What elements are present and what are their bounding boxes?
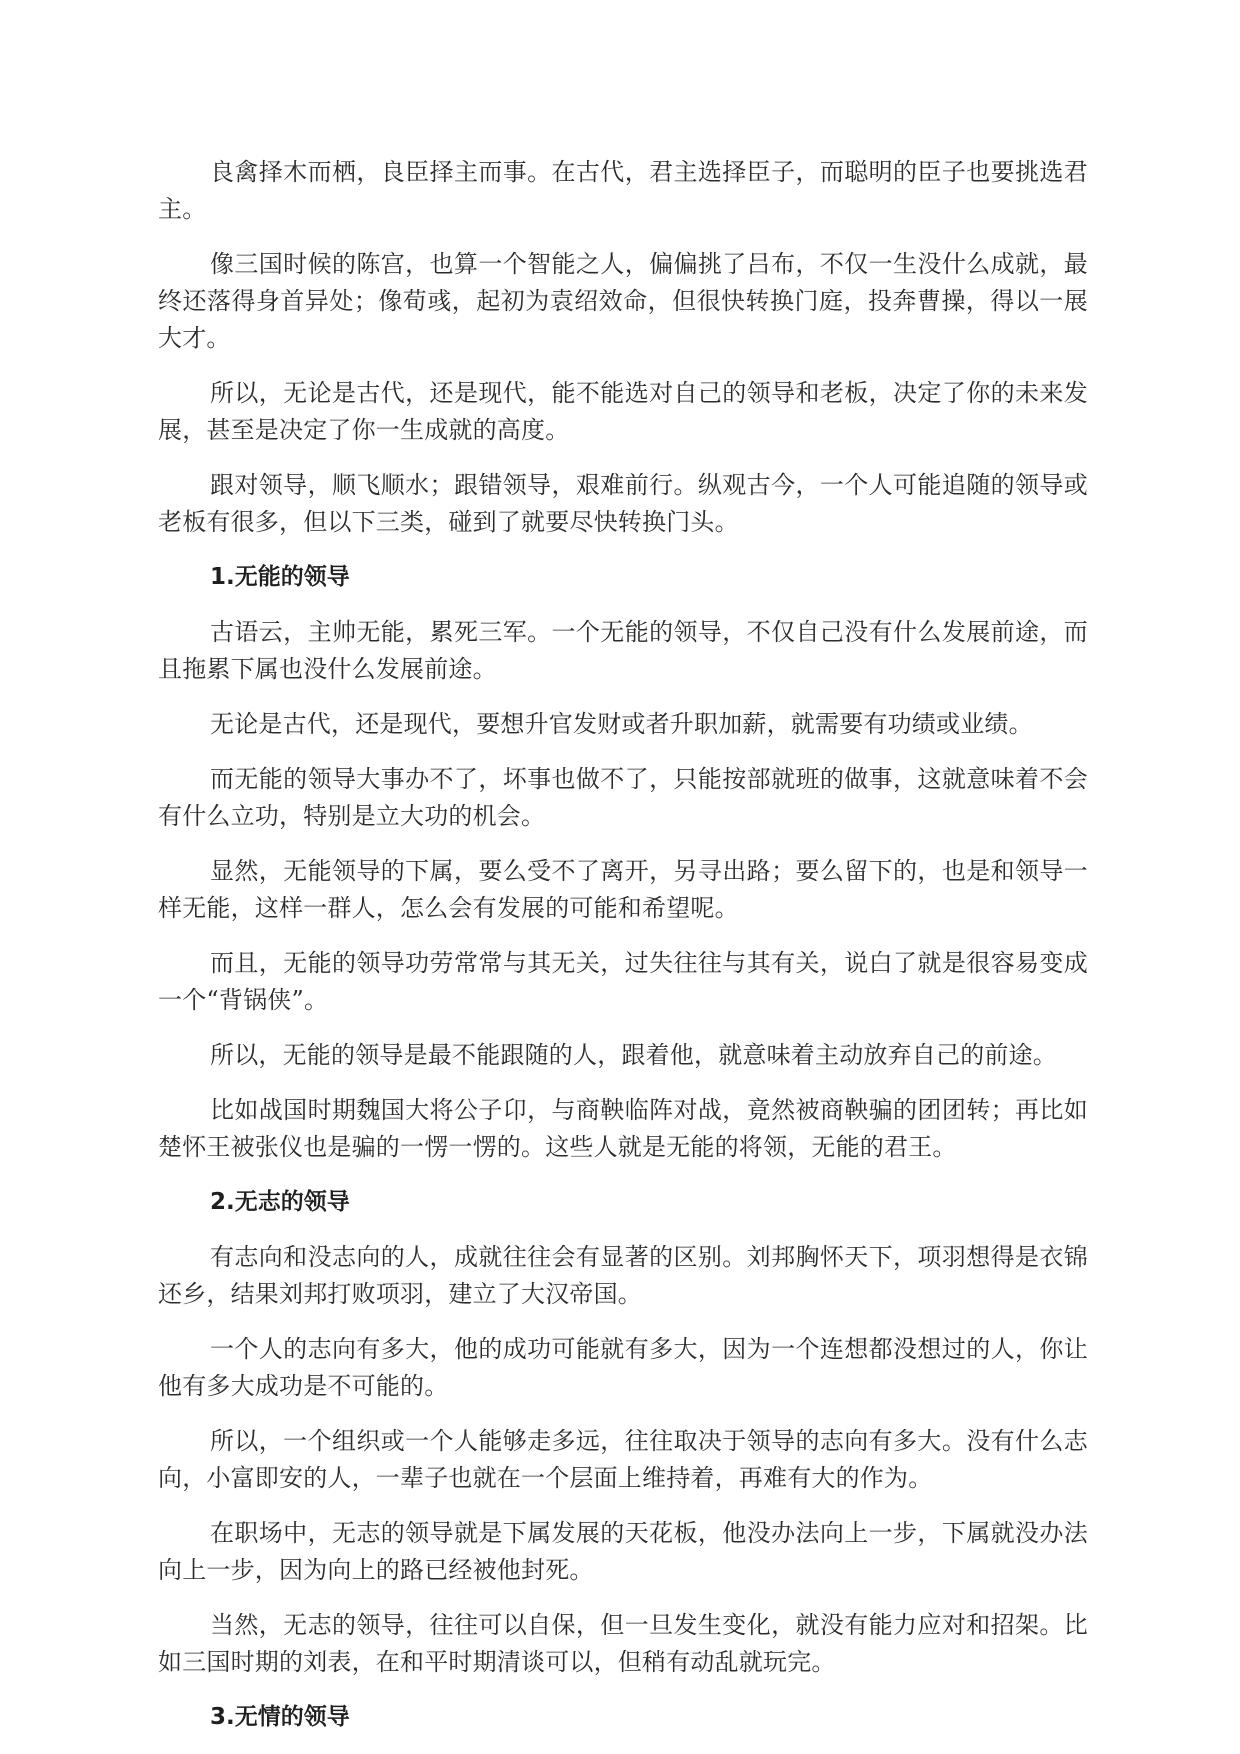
section-heading: 1.无能的领导 — [210, 564, 350, 590]
paragraph: 有志向和没志向的人，成就往往会有显著的区别。刘邦胸怀天下，项羽想得是衣锦还乡，结果刘邦打败项羽，建立了大汉帝国。 — [158, 1243, 1088, 1308]
paragraph: 所以，一个组织或一个人能够走多远，往往取决于领导的志向有多大。没有什么志向，小富即安的人，一辈子也就在一个层面上维持着，再难有大的作为。 — [158, 1427, 1088, 1492]
paragraph: 在职场中，无志的领导就是下属发展的天花板，他没办法向上一步，下属就没办法向上一步，因为向上的路已经被他封死。 — [158, 1519, 1088, 1584]
paragraph: 良禽择木而栖，良臣择主而事。在古代，君主选择臣子，而聪明的臣子也要挑选君主。 — [158, 158, 1088, 223]
paragraph: 显然，无能领导的下属，要么受不了离开，另寻出路；要么留下的，也是和领导一样无能，这样一群人，怎么会有发展的可能和希望呢。 — [158, 857, 1088, 922]
section-heading: 3.无情的领导 — [210, 1704, 350, 1730]
paragraph: 当然，无志的领导，往往可以自保，但一旦发生变化，就没有能力应对和招架。比如三国时期的刘表，在和平时期清谈可以，但稍有动乱就玩完。 — [158, 1611, 1088, 1676]
paragraph: 而无能的领导大事办不了，坏事也做不了，只能按部就班的做事，这就意味着不会有什么立功，特别是立大功的机会。 — [158, 765, 1088, 830]
paragraph: 无论是古代，还是现代，要想升官发财或者升职加薪，就需要有功绩或业绩。 — [210, 710, 1033, 738]
section-heading: 2.无志的领导 — [210, 1189, 350, 1215]
paragraph: 古语云，主帅无能，累死三军。一个无能的领导，不仅自己没有什么发展前途，而且拖累下属也没什么发展前途。 — [158, 618, 1088, 683]
paragraph: 跟对领导，顺飞顺水；跟错领导，艰难前行。纵观古今，一个人可能追随的领导或老板有很多，但以下三类，碰到了就要尽快转换门头。 — [158, 471, 1088, 536]
paragraph: 一个人的志向有多大，他的成功可能就有多大，因为一个连想都没想过的人，你让他有多大成功是不可能的。 — [158, 1335, 1088, 1400]
paragraph: 像三国时候的陈宫，也算一个智能之人，偏偏挑了吕布，不仅一生没什么成就，最终还落得身首异处；像荀彧，起初为袁绍效命，但很快转换门庭，投奔曹操，得以一展大才。 — [158, 250, 1088, 352]
paragraph: 所以，无能的领导是最不能跟随的人，跟着他，就意味着主动放弃自己的前途。 — [210, 1041, 1057, 1069]
paragraph: 所以，无论是古代，还是现代，能不能选对自己的领导和老板，决定了你的未来发展，甚至是决定了你一生成就的高度。 — [158, 379, 1088, 444]
document-page — [158, 154, 1088, 1754]
paragraph: 而且，无能的领导功劳常常与其无关，过失往往与其有关，说白了就是很容易变成一个“背锅侠”。 — [158, 949, 1088, 1014]
paragraph: 比如战国时期魏国大将公子卬，与商鞅临阵对战，竟然被商鞅骗的团团转；再比如楚怀王被张仪也是骗的一愣一愣的。这些人就是无能的将领，无能的君王。 — [158, 1096, 1088, 1161]
